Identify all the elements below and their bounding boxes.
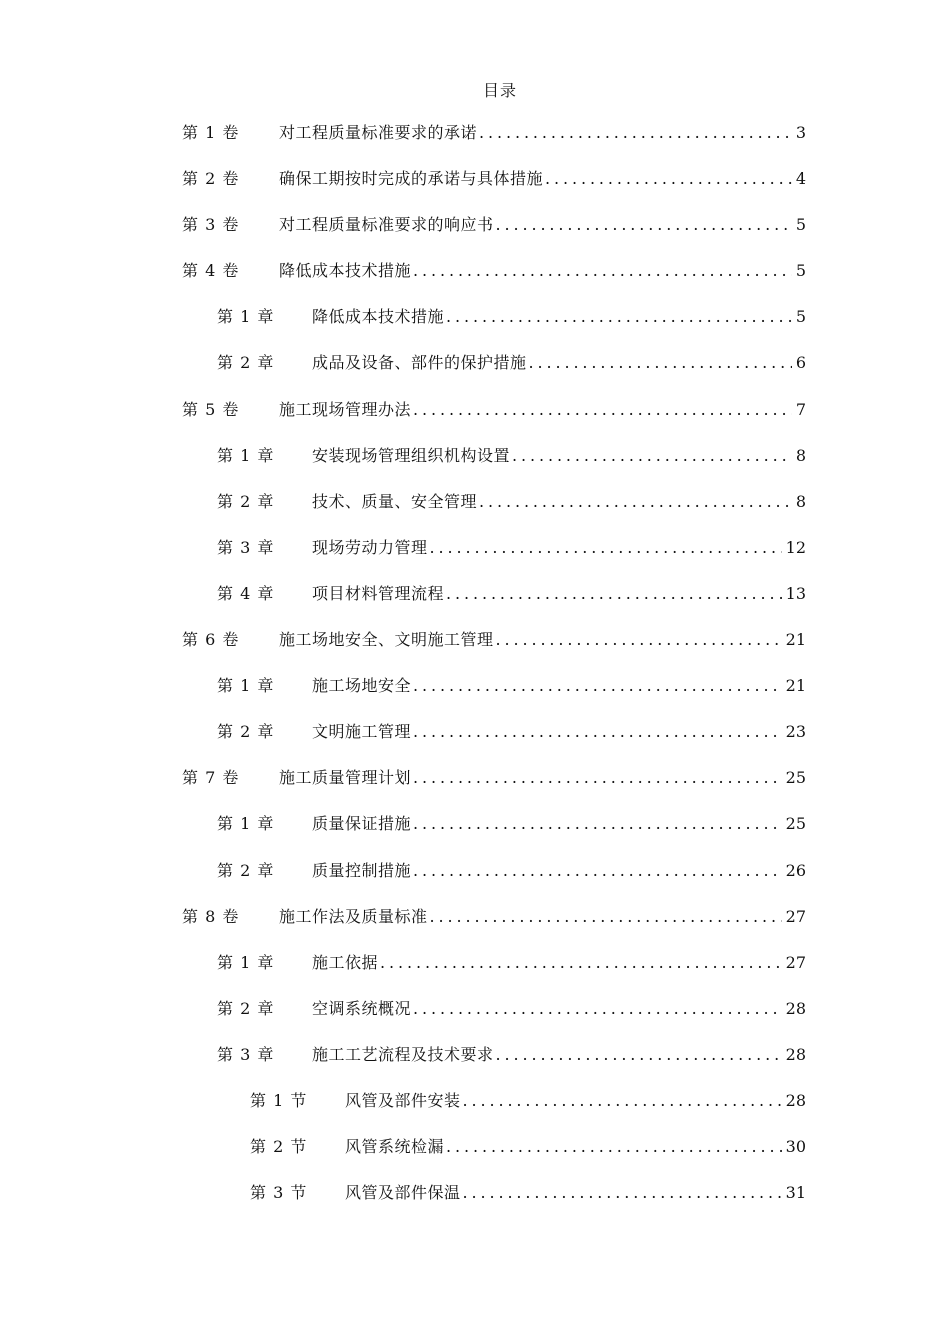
toc-entry-title: 质量控制措施 — [312, 860, 412, 880]
toc-entry[interactable] — [0, 210, 950, 256]
toc-entry-page-number: 28 — [785, 1090, 806, 1110]
toc-entry-page-number: 25 — [785, 814, 806, 834]
toc-dot-leader — [545, 164, 792, 194]
toc-title: 目录 — [482, 81, 517, 100]
toc-entry-number: 第 3 节 — [250, 1183, 308, 1203]
toc-dot-leader — [446, 579, 782, 609]
toc-entry-number: 第 2 章 — [217, 998, 275, 1018]
toc-entry-title: 对工程质量标准要求的响应书 — [279, 215, 494, 235]
toc-entry-title: 施工现场管理办法 — [279, 399, 412, 419]
toc-entry-title: 对工程质量标准要求的承诺 — [279, 123, 478, 142]
toc-entry-page-number: 5 — [795, 215, 806, 235]
toc-entry-page-number: 4 — [795, 169, 806, 189]
toc-entry-title: 质量保证措施 — [312, 814, 412, 834]
toc-entry[interactable] — [0, 994, 950, 1040]
toc-dot-leader — [496, 210, 792, 240]
toc-dot-leader — [413, 256, 792, 286]
toc-entry[interactable] — [0, 1040, 950, 1086]
toc-entry-page-number: 28 — [785, 998, 806, 1018]
toc-entry-page-number: 21 — [785, 676, 806, 696]
toc-dot-leader — [446, 1132, 782, 1162]
toc-entry-page-number: 7 — [795, 399, 806, 419]
table-of-contents — [0, 118, 950, 1224]
toc-entry-number: 第 2 章 — [217, 860, 275, 880]
toc-dot-leader — [496, 1040, 782, 1070]
toc-entry-number: 第 1 节 — [250, 1090, 308, 1110]
toc-entry-number: 第 5 卷 — [182, 399, 240, 419]
toc-entry-page-number: 30 — [785, 1137, 806, 1157]
toc-entry-number: 第 2 章 — [217, 353, 275, 373]
toc-entry-page-number: 5 — [795, 261, 806, 281]
toc-entry[interactable] — [0, 717, 950, 763]
toc-entry[interactable] — [0, 809, 950, 855]
toc-dot-leader — [413, 763, 782, 793]
toc-entry-page-number: 27 — [785, 906, 806, 926]
toc-entry-title: 风管及部件安装 — [345, 1090, 461, 1110]
toc-entry-title: 施工工艺流程及技术要求 — [312, 1044, 494, 1064]
toc-entry[interactable] — [0, 487, 950, 533]
toc-entry[interactable] — [0, 256, 950, 302]
toc-entry-number: 第 1 章 — [217, 307, 275, 327]
toc-dot-leader — [512, 441, 792, 471]
toc-entry-number: 第 1 章 — [217, 445, 275, 465]
toc-entry-page-number: 25 — [785, 768, 806, 788]
toc-entry[interactable] — [0, 763, 950, 809]
toc-entry[interactable] — [0, 118, 950, 164]
toc-entry-page-number: 23 — [785, 722, 806, 742]
toc-entry-title: 施工场地安全、文明施工管理 — [279, 630, 494, 650]
toc-entry-number: 第 3 卷 — [182, 215, 240, 235]
toc-entry-number: 第 2 章 — [217, 491, 275, 511]
toc-entry-title: 文明施工管理 — [312, 722, 412, 742]
toc-dot-leader — [496, 625, 782, 655]
toc-entry[interactable] — [0, 302, 950, 348]
toc-entry-page-number: 12 — [785, 537, 806, 557]
toc-entry-number: 第 2 节 — [250, 1137, 308, 1157]
toc-entry-number: 第 8 卷 — [182, 906, 240, 926]
toc-entry[interactable] — [0, 856, 950, 902]
toc-entry-page-number: 13 — [785, 583, 806, 603]
toc-entry[interactable] — [0, 164, 950, 210]
toc-dot-leader — [413, 717, 782, 747]
toc-dot-leader — [430, 533, 782, 563]
toc-entry-page-number: 5 — [795, 307, 806, 327]
toc-dot-leader — [430, 902, 782, 932]
toc-dot-leader — [446, 302, 792, 332]
toc-entry-number: 第 7 卷 — [182, 768, 240, 788]
toc-dot-leader — [463, 1178, 782, 1208]
toc-dot-leader — [463, 1086, 782, 1116]
toc-entry-page-number: 8 — [795, 491, 806, 511]
toc-entry[interactable] — [0, 1178, 950, 1224]
toc-entry-title: 项目材料管理流程 — [312, 583, 445, 603]
toc-entry[interactable] — [0, 441, 950, 487]
toc-entry-number: 第 1 章 — [217, 952, 275, 972]
toc-dot-leader — [413, 856, 782, 886]
toc-dot-leader — [413, 395, 792, 425]
toc-dot-leader — [413, 994, 782, 1024]
toc-entry-page-number: 28 — [785, 1044, 806, 1064]
toc-entry[interactable] — [0, 533, 950, 579]
toc-entry[interactable] — [0, 1086, 950, 1132]
toc-entry-page-number: 31 — [785, 1183, 806, 1203]
toc-entry-title: 施工依据 — [312, 952, 379, 972]
toc-entry[interactable] — [0, 902, 950, 948]
toc-entry-page-number: 26 — [785, 860, 806, 880]
toc-entry-page-number: 3 — [795, 123, 806, 142]
toc-entry-title: 施工场地安全 — [312, 676, 412, 696]
toc-entry-title: 风管系统检漏 — [345, 1137, 445, 1157]
toc-entry-title: 施工作法及质量标准 — [279, 906, 428, 926]
toc-entry-title: 安装现场管理组织机构设置 — [312, 445, 511, 465]
toc-dot-leader — [413, 809, 782, 839]
toc-entry[interactable] — [0, 625, 950, 671]
toc-dot-leader — [380, 948, 782, 978]
toc-entry[interactable] — [0, 395, 950, 441]
toc-entry-title: 成品及设备、部件的保护措施 — [312, 353, 527, 373]
toc-entry-page-number: 8 — [795, 445, 806, 465]
toc-dot-leader — [529, 348, 792, 378]
toc-entry-number: 第 4 卷 — [182, 261, 240, 281]
toc-entry-number: 第 2 卷 — [182, 169, 240, 189]
toc-entry-number: 第 3 章 — [217, 537, 275, 557]
toc-entry-title: 风管及部件保温 — [345, 1183, 461, 1203]
toc-entry[interactable] — [0, 1132, 950, 1178]
toc-entry-number: 第 4 章 — [217, 583, 275, 603]
toc-entry-page-number: 6 — [795, 353, 806, 373]
toc-entry-title: 技术、质量、安全管理 — [312, 491, 478, 511]
toc-entry-number: 第 1 章 — [217, 814, 275, 834]
toc-entry[interactable] — [0, 671, 950, 717]
toc-entry-number: 第 3 章 — [217, 1044, 275, 1064]
toc-entry[interactable] — [0, 948, 950, 994]
toc-entry-number: 第 1 章 — [217, 676, 275, 696]
toc-entry-number: 第 1 卷 — [182, 123, 240, 142]
toc-entry-page-number: 27 — [785, 952, 806, 972]
toc-entry-title: 降低成本技术措施 — [312, 307, 445, 327]
toc-entry-number: 第 2 章 — [217, 722, 275, 742]
toc-entry-number: 第 6 卷 — [182, 630, 240, 650]
toc-entry-title: 施工质量管理计划 — [279, 768, 412, 788]
toc-dot-leader — [479, 118, 792, 148]
toc-entry-title: 空调系统概况 — [312, 998, 412, 1018]
toc-entry-title: 降低成本技术措施 — [279, 261, 412, 281]
toc-entry-title: 现场劳动力管理 — [312, 537, 428, 557]
toc-dot-leader — [413, 671, 782, 701]
toc-dot-leader — [479, 487, 792, 517]
toc-entry[interactable] — [0, 579, 950, 625]
toc-entry-page-number: 21 — [785, 630, 806, 650]
toc-entry-title: 确保工期按时完成的承诺与具体措施 — [279, 169, 544, 189]
toc-entry[interactable] — [0, 348, 950, 394]
